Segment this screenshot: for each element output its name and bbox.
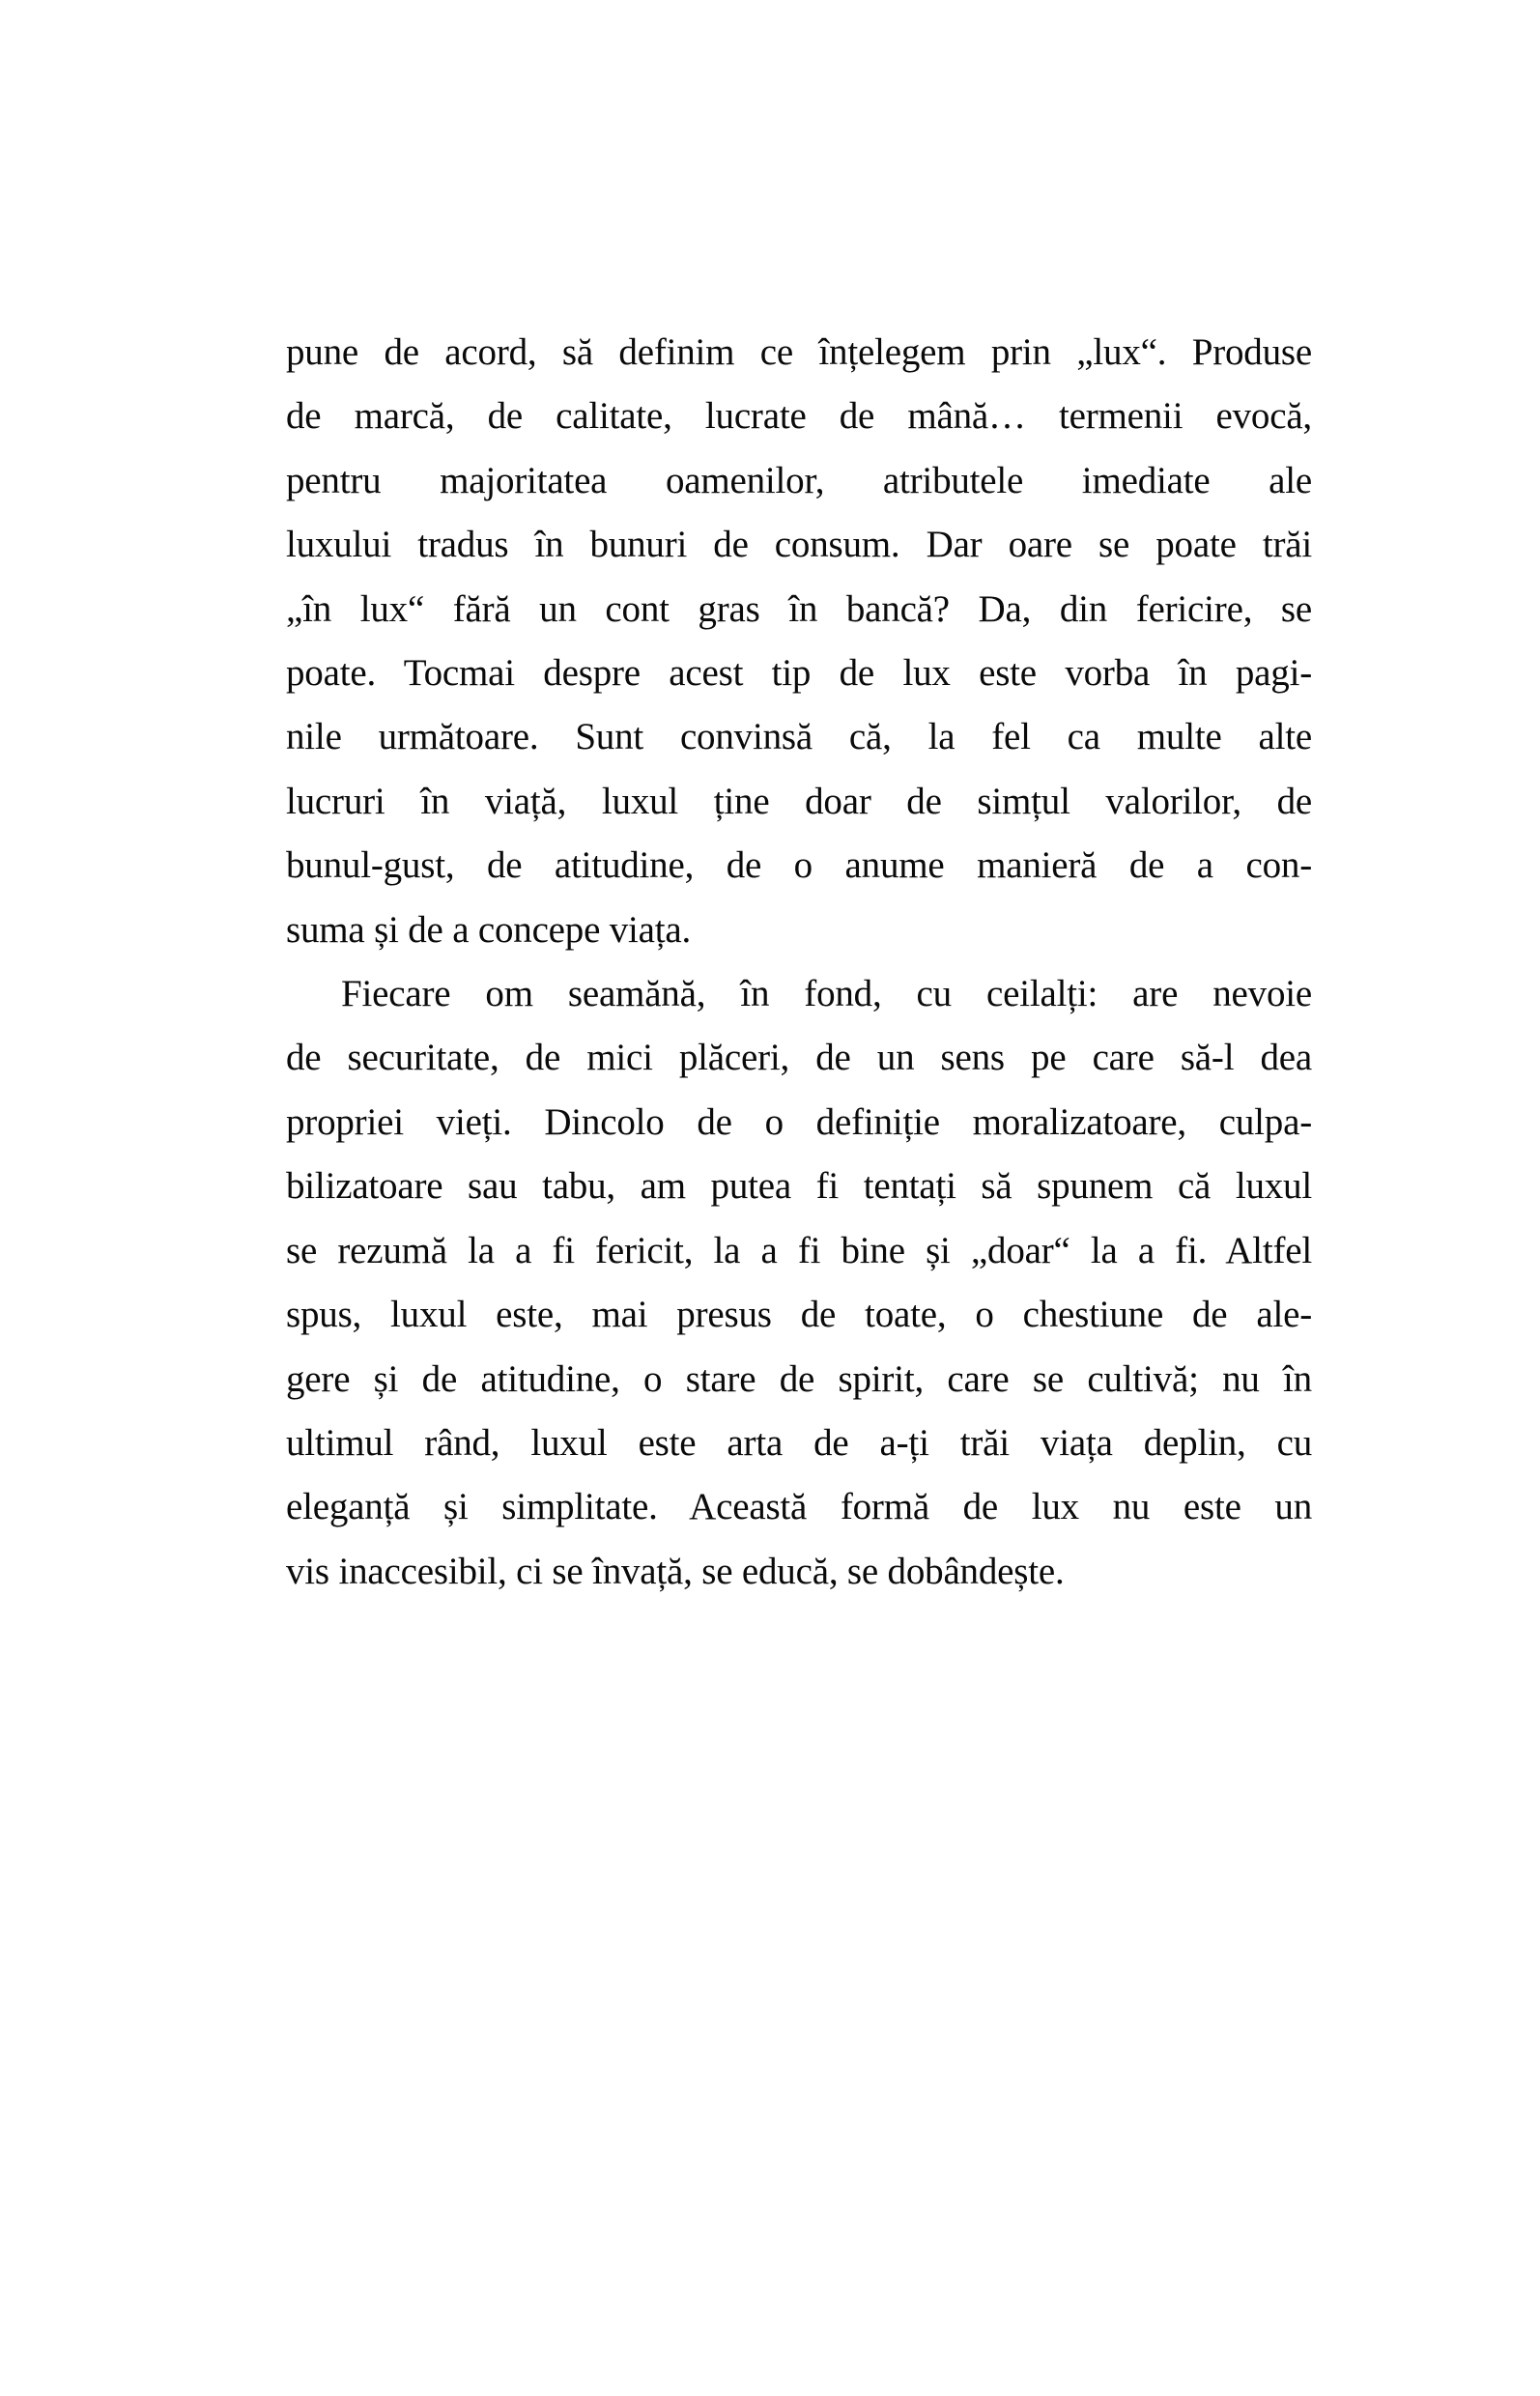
text-line: luxului tradus în bunuri de consum. Dar oare se poate trăi (286, 524, 1312, 566)
text-line: bunul-gust, de atitudine, de o anume manieră de a con- (286, 844, 1312, 887)
text-line: pune de acord, să definim ce înțelegem prin „lux“. Produse (286, 331, 1312, 373)
text-line: propriei vieți. Dincolo de o definiție moralizatoare, culpa- (286, 1100, 1312, 1143)
page-text (286, 321, 1312, 1604)
text-line: Fiecare om seamănă, în fond, cu ceilalți: are nevoie (341, 973, 1312, 1015)
text-line: poate. Tocmai despre acest tip de lux este vorba în pagi- (286, 652, 1312, 695)
text-line: „în lux“ fără un cont gras în bancă? Da, din fericire, se (286, 587, 1312, 630)
paragraph-second (286, 962, 1312, 1604)
text-line: de marcă, de calitate, lucrate de mână… termenii evocă, (286, 395, 1312, 438)
text-line: nile următoare. Sunt convinsă că, la fel ca multe alte (286, 716, 1312, 758)
text-line: ultimul rând, luxul este arta de a-ți trăi viața deplin, cu (286, 1421, 1312, 1464)
text-line: de securitate, de mici plăceri, de un sens pe care să-l dea (286, 1037, 1312, 1079)
text-line: bilizatoare sau tabu, am putea fi tentați să spunem că luxul (286, 1165, 1312, 1208)
text-line: gere și de atitudine, o stare de spirit, care se cultivă; nu în (286, 1357, 1312, 1400)
text-line: se rezumă la a fi fericit, la a fi bine și „doar“ la a fi. Altfel (286, 1229, 1312, 1271)
paragraph-continuation (286, 321, 1312, 962)
text-line: vis inaccesibil, ci se învață, se educă, se dobândește. (286, 1550, 1065, 1592)
text-line: pentru majoritatea oamenilor, atributele imediate ale (286, 459, 1312, 501)
text-line: lucruri în viață, luxul ține doar de simțul valorilor, de (286, 780, 1312, 822)
text-line: eleganță și simplitate. Această formă de lux nu este un (286, 1486, 1312, 1528)
text-line: suma și de a concepe viața. (286, 908, 692, 951)
text-line: spus, luxul este, mai presus de toate, o chestiune de ale- (286, 1294, 1312, 1336)
